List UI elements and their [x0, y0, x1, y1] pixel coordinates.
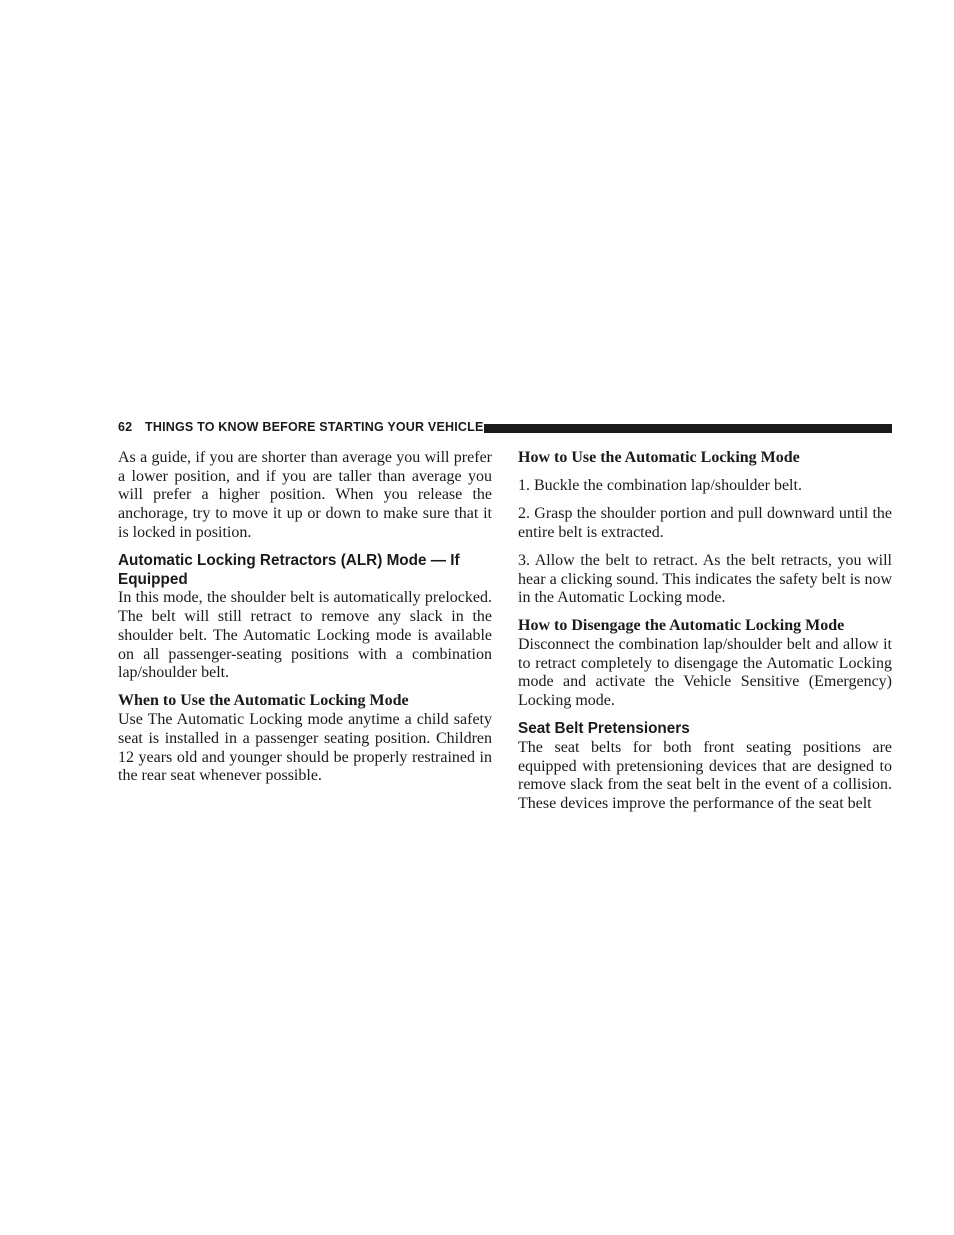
disengage-heading: How to Disengage the Automatic Locking Mode	[518, 617, 845, 635]
when-heading: When to Use the Automatic Locking Mode	[118, 692, 409, 710]
page-header	[118, 419, 892, 435]
list-item: 1. Buckle the combination lap/shoulder belt.	[518, 477, 802, 495]
when-paragraph: Use The Automatic Locking mode anytime a child safety seat is installed in a passenger seating position. Children 12 years old and younger should be properly restrained in the rear seat whenever possible.	[118, 711, 492, 785]
intro-paragraph: As a guide, if you are shorter than average you will prefer a lower position, and if you are taller than average you will prefer a higher position. When you release the anchorage, try to move it up or down to make sure that it is locked in position.	[118, 449, 492, 541]
right-column	[518, 449, 892, 814]
header-rule	[484, 424, 892, 433]
alr-paragraph: In this mode, the shoulder belt is automatically prelocked. The belt will still retract to remove any slack in the shoulder belt. The Automatic Locking mode is available on all passenger-seating positions with a combination lap/shoulder belt.	[118, 589, 492, 682]
how-heading: How to Use the Automatic Locking Mode	[518, 449, 800, 466]
alr-heading: Automatic Locking Retractors (ALR) Mode — If Equipped	[118, 552, 460, 588]
page-number: 62	[118, 420, 133, 434]
list-item: 3. Allow the belt to retract. As the belt retracts, you will hear a clicking sound. This indicates the safety belt is now in the Automatic Locking mode.	[518, 551, 892, 607]
list-item: 2. Grasp the shoulder portion and pull downward until the entire belt is extracted.	[518, 505, 892, 541]
pretensioners-paragraph: The seat belts for both front seating positions are equipped with pretensioning devices that are designed to remove slack from the seat belt in the event of a collision. These devices improve the performance of the seat belt	[518, 739, 892, 813]
disengage-paragraph: Disconnect the combination lap/shoulder belt and allow it to retract completely to disengage the Automatic Locking mode and activate the Vehicle Sensitive (Emergency) Locking mode.	[518, 636, 892, 710]
pretensioners-heading: Seat Belt Pretensioners	[518, 720, 690, 738]
section-title: THINGS TO KNOW BEFORE STARTING YOUR VEHICLE	[145, 420, 484, 434]
steps-list	[518, 477, 892, 608]
left-column	[118, 449, 492, 786]
